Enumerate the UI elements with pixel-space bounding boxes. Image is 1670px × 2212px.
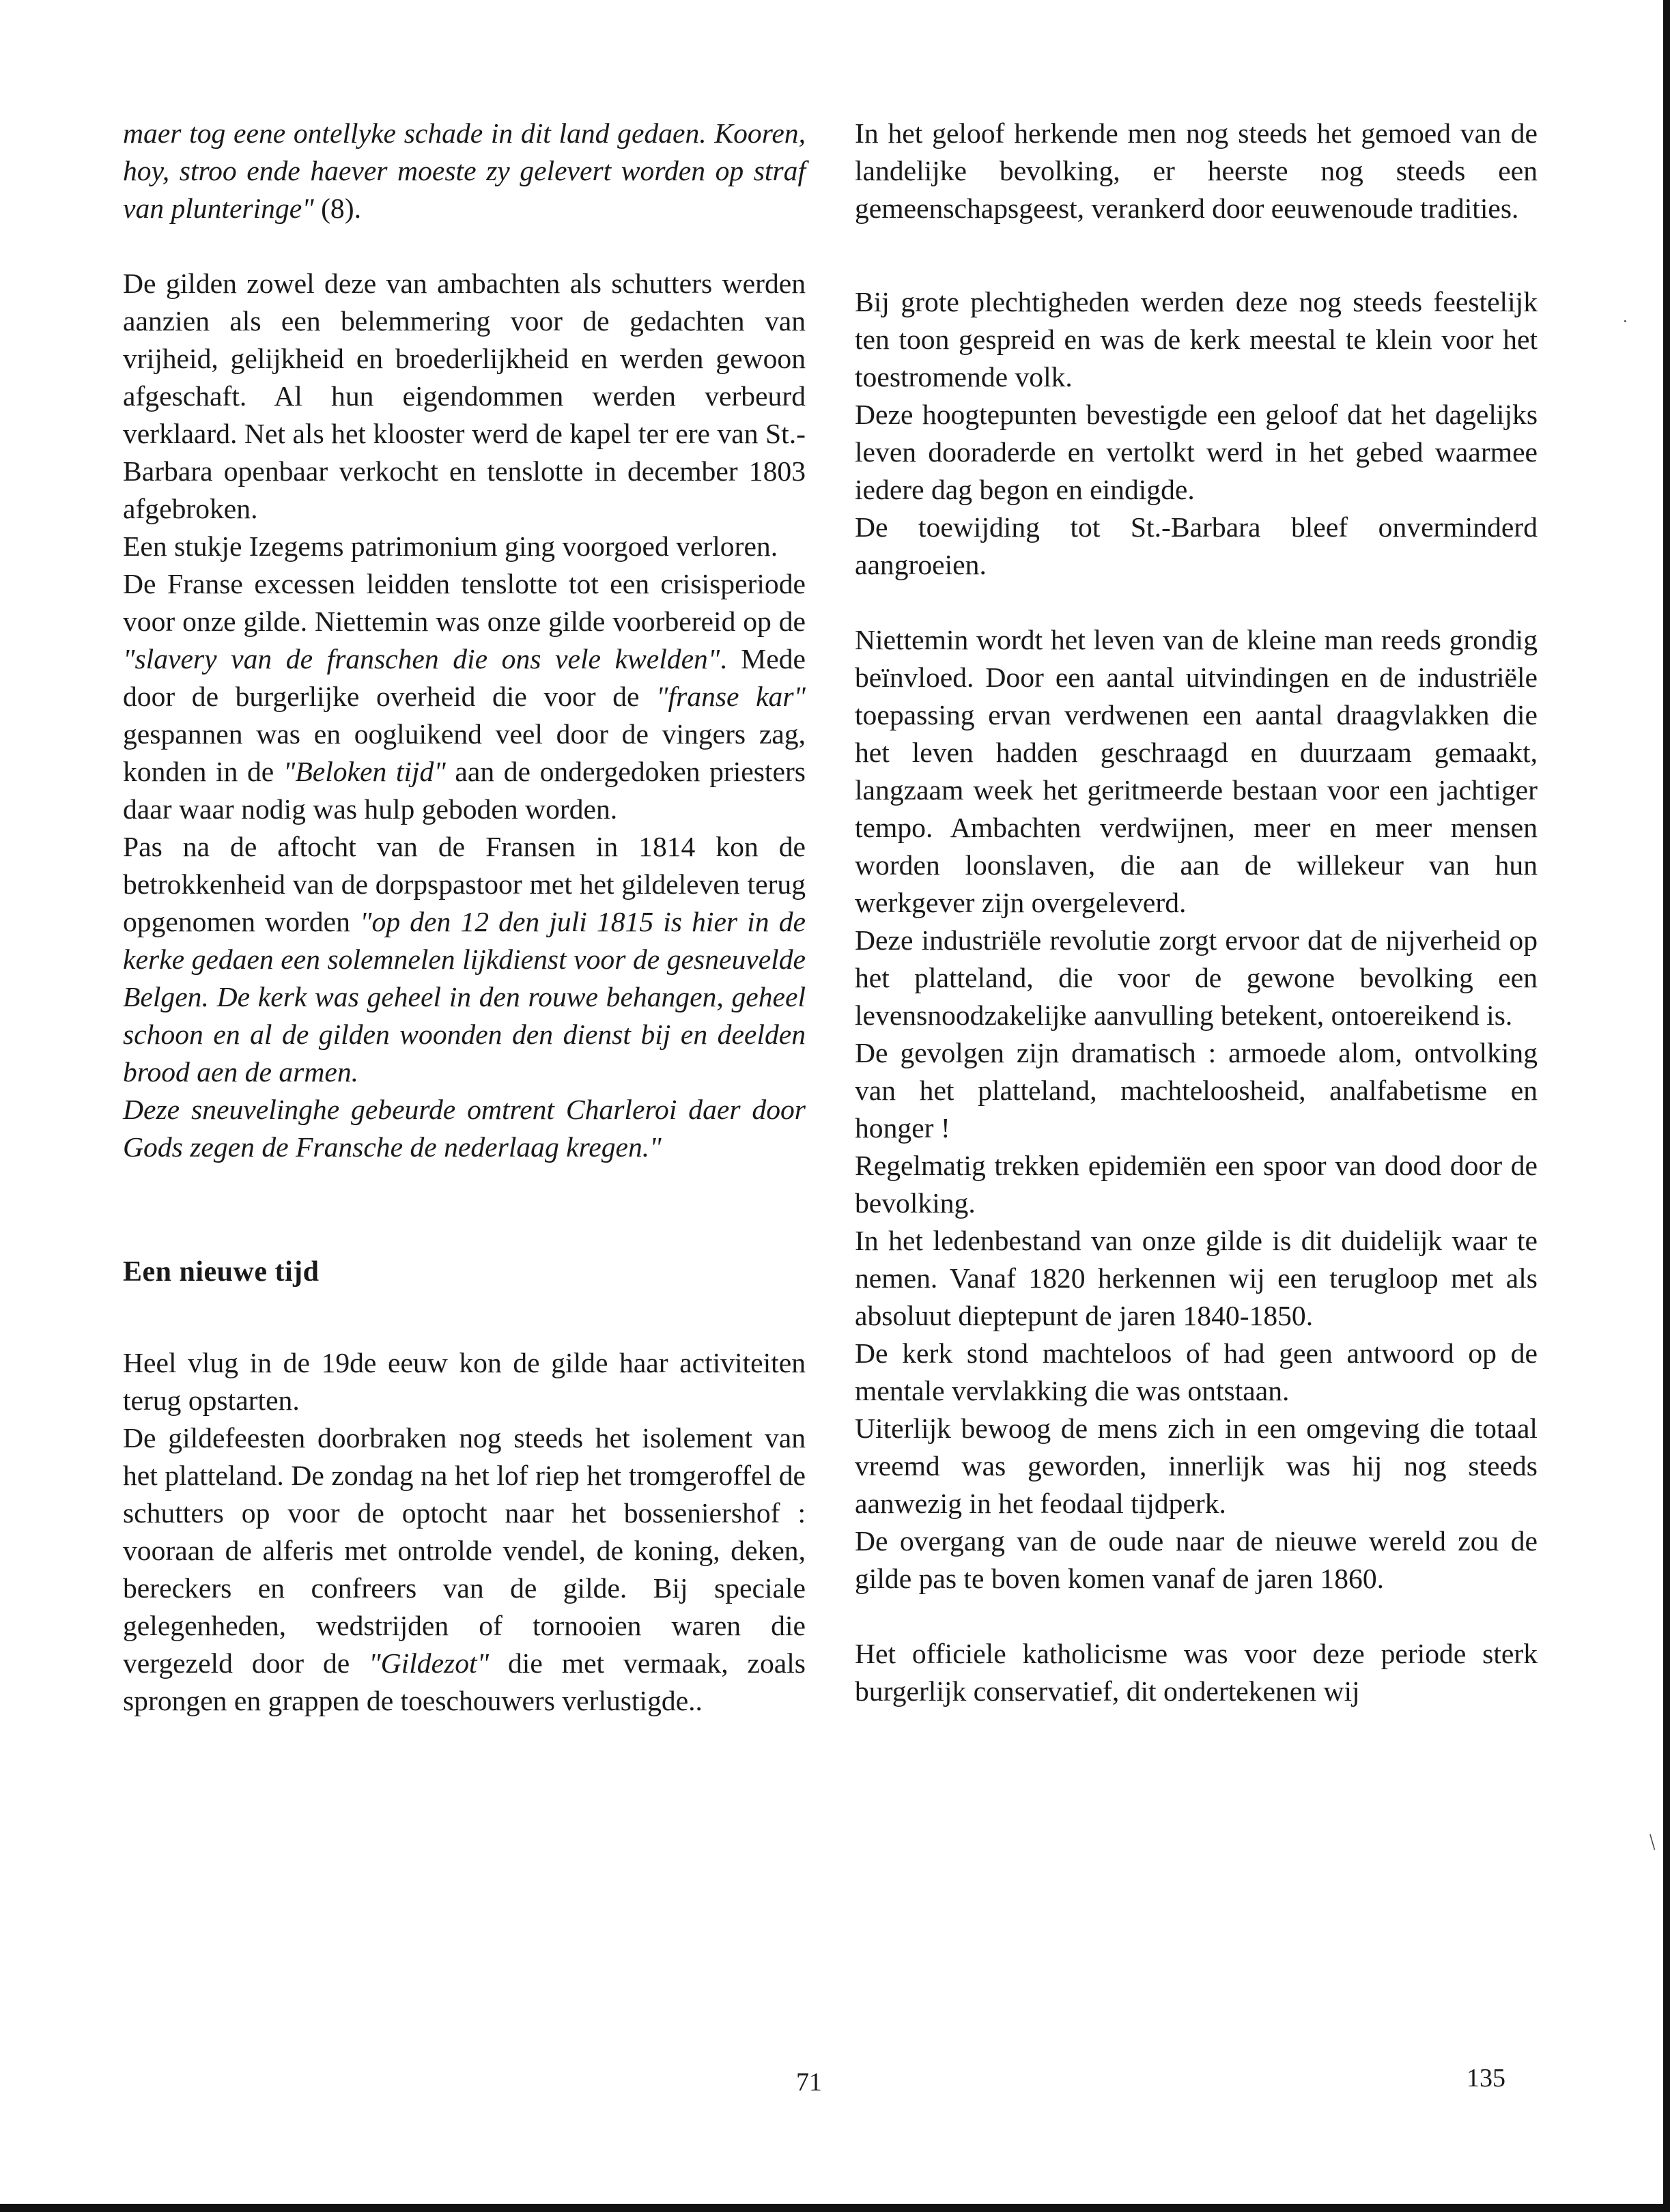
paragraph-gildefeesten: De gildefeesten doorbraken nog steeds het isolement van het platteland. De zondag na het lof riep het tromgeroffel de schutters op voor de optocht naar het bosseniershof : vooraan de alferis met ontrolde vendel, de koning, deken, bereckers en confreers van de gilde. Bij speciale gelegenheden, wedstrijden of tornooien waren die vergezeld door de "Gildezot" die met vermaak, zoals sprongen en grappen de toeschouwers verlustigde.. bbox=[123, 1422, 806, 1716]
paragraph-patrimonium: Een stukje Izegems patrimonium ging voorgoed verloren. bbox=[123, 530, 778, 562]
paragraph-franse-excessen: De Franse excessen leidden tenslotte tot een crisisperiode voor onze gilde. Niettemin was onze gilde voorbereid op de "slavery van de franschen die ons vele kwelden". Mede door de burgerlijke overheid die voor de "franse kar" gespannen was en oogluikend veel door de vingers zag, konden in de "Beloken tijd" aan de ondergedoken priesters daar waar nodig was hulp geboden worden. bbox=[123, 568, 806, 825]
page-number-right: 135 bbox=[1467, 2064, 1505, 2093]
paragraph-gevolgen: De gevolgen zijn dramatisch : armoede alom, ontvolking van het platteland, machteloosheid, analfabetisme en honger ! bbox=[855, 1037, 1538, 1144]
paragraph-katholicisme: Het officiele katholicisme was voor deze periode sterk burgerlijk conservatief, dit ondertekenen wij bbox=[855, 1638, 1538, 1707]
paragraph-epidemien: Regelmatig trekken epidemiën een spoor van dood door de bevolking. bbox=[855, 1150, 1538, 1219]
right-column bbox=[855, 115, 1538, 1710]
paragraph-19de-eeuw: Heel vlug in de 19de eeuw kon de gilde haar activiteiten terug opstarten. bbox=[123, 1347, 806, 1416]
paragraph-plechtigheden: Bij grote plechtigheden werden deze nog steeds feestelijk ten toon gespreid en was de kerk meestal te klein voor het toestromende volk. bbox=[855, 286, 1538, 393]
paragraph-hoogtepunten: Deze hoogtepunten bevestigde een geloof dat het dagelijks leven dooraderde en vertolkt werd in het gebed waarmee iedere dag begon en eindigde. bbox=[855, 399, 1538, 505]
page-number-left: 71 bbox=[796, 2068, 822, 2097]
scan-pen-mark: / bbox=[1642, 1830, 1662, 1855]
paragraph-kerk-machteloos: De kerk stond machteloos of had geen antwoord op de mentale vervlakking die was ontstaan. bbox=[855, 1337, 1538, 1406]
scan-speck: · bbox=[1622, 311, 1628, 331]
paragraph-ledenbestand: In het ledenbestand van onze gilde is dit duidelijk waar te nemen. Vanaf 1820 herkennen wij een terugloop met als absoluut dieptepunt de jaren 1840-1850. bbox=[855, 1225, 1538, 1331]
paragraph-industriele-revolutie: Deze industriële revolutie zorgt ervoor dat de nijverheid op het platteland, die voor de gewone bevolking een levensnoodzakelijke aanvulling betekent, ontoereikend is. bbox=[855, 924, 1538, 1031]
paragraph-gilden-abolished: De gilden zowel deze van ambachten als schutters werden aanzien als een belemmering voor de gedachten van vrijheid, gelijkheid en broederlijkheid en werden gewoon afgeschaft. Al hun eigendommen werden verbeurd verklaard. Net als het klooster werd de kapel ter ere van St.-Barbara openbaar verkocht en tenslotte in december 1803 afgebroken. bbox=[123, 268, 806, 524]
scan-border-bottom bbox=[0, 2204, 1670, 2212]
paragraph-charleroi-quote: Deze sneuvelinghe gebeurde omtrent Charleroi daer door Gods zegen de Fransche de nederlaag kregen." bbox=[123, 1094, 806, 1163]
scan-border-right bbox=[1663, 0, 1670, 2212]
paragraph-aftocht-fransen: Pas na de aftocht van de Fransen in 1814 kon de betrokkenheid van de dorpspastoor met het gildeleven terug opgenomen worden "op den 12 den juli 1815 is hier in de kerke gedaen een solemnelen lijkdienst voor de gesneuvelde Belgen. De kerk was geheel in den rouwe behangen, geheel schoon en al de gilden woonden den dienst bij en deelden brood aen de armen. bbox=[123, 831, 806, 1088]
section-heading: Een nieuwe tijd bbox=[123, 1256, 320, 1288]
paragraph-overgang: De overgang van de oude naar de nieuwe wereld zou de gilde pas te boven komen vanaf de jaren 1860. bbox=[855, 1525, 1538, 1594]
left-column bbox=[123, 115, 806, 1720]
paragraph-kleine-man: Niettemin wordt het leven van de kleine man reeds grondig beïnvloed. Door een aantal uitvindingen en de industriële toepassing ervan verdwenen een aantal draagvlakken die het leven hadden geschraagd en duurzaam gemaakt, langzaam week het geritmeerde bestaan voor een jachtiger tempo. Ambachten verdwijnen, meer en meer mensen worden loonslaven, die aan de willekeur van hun werkgever zijn overgeleverd. bbox=[855, 624, 1538, 918]
paragraph-toewijding: De toewijding tot St.-Barbara bleef onverminderd aangroeien. bbox=[855, 511, 1538, 580]
paragraph-uiterlijk: Uiterlijk bewoog de mens zich in een omgeving die totaal vreemd was geworden, innerlijk was hij nog steeds aanwezig in het feodaal tijdperk. bbox=[855, 1413, 1538, 1519]
paragraph-quote-end: maer tog eene ontellyke schade in dit land gedaen. Kooren, hoy, stroo ende haever moeste zy gelevert worden op straf van plunteringe" (8). bbox=[123, 117, 806, 224]
paragraph-geloof: In het geloof herkende men nog steeds het gemoed van de landelijke bevolking, er heerste nog steeds een gemeenschapsgeest, verankerd door eeuwenoude tradities. bbox=[855, 117, 1538, 224]
